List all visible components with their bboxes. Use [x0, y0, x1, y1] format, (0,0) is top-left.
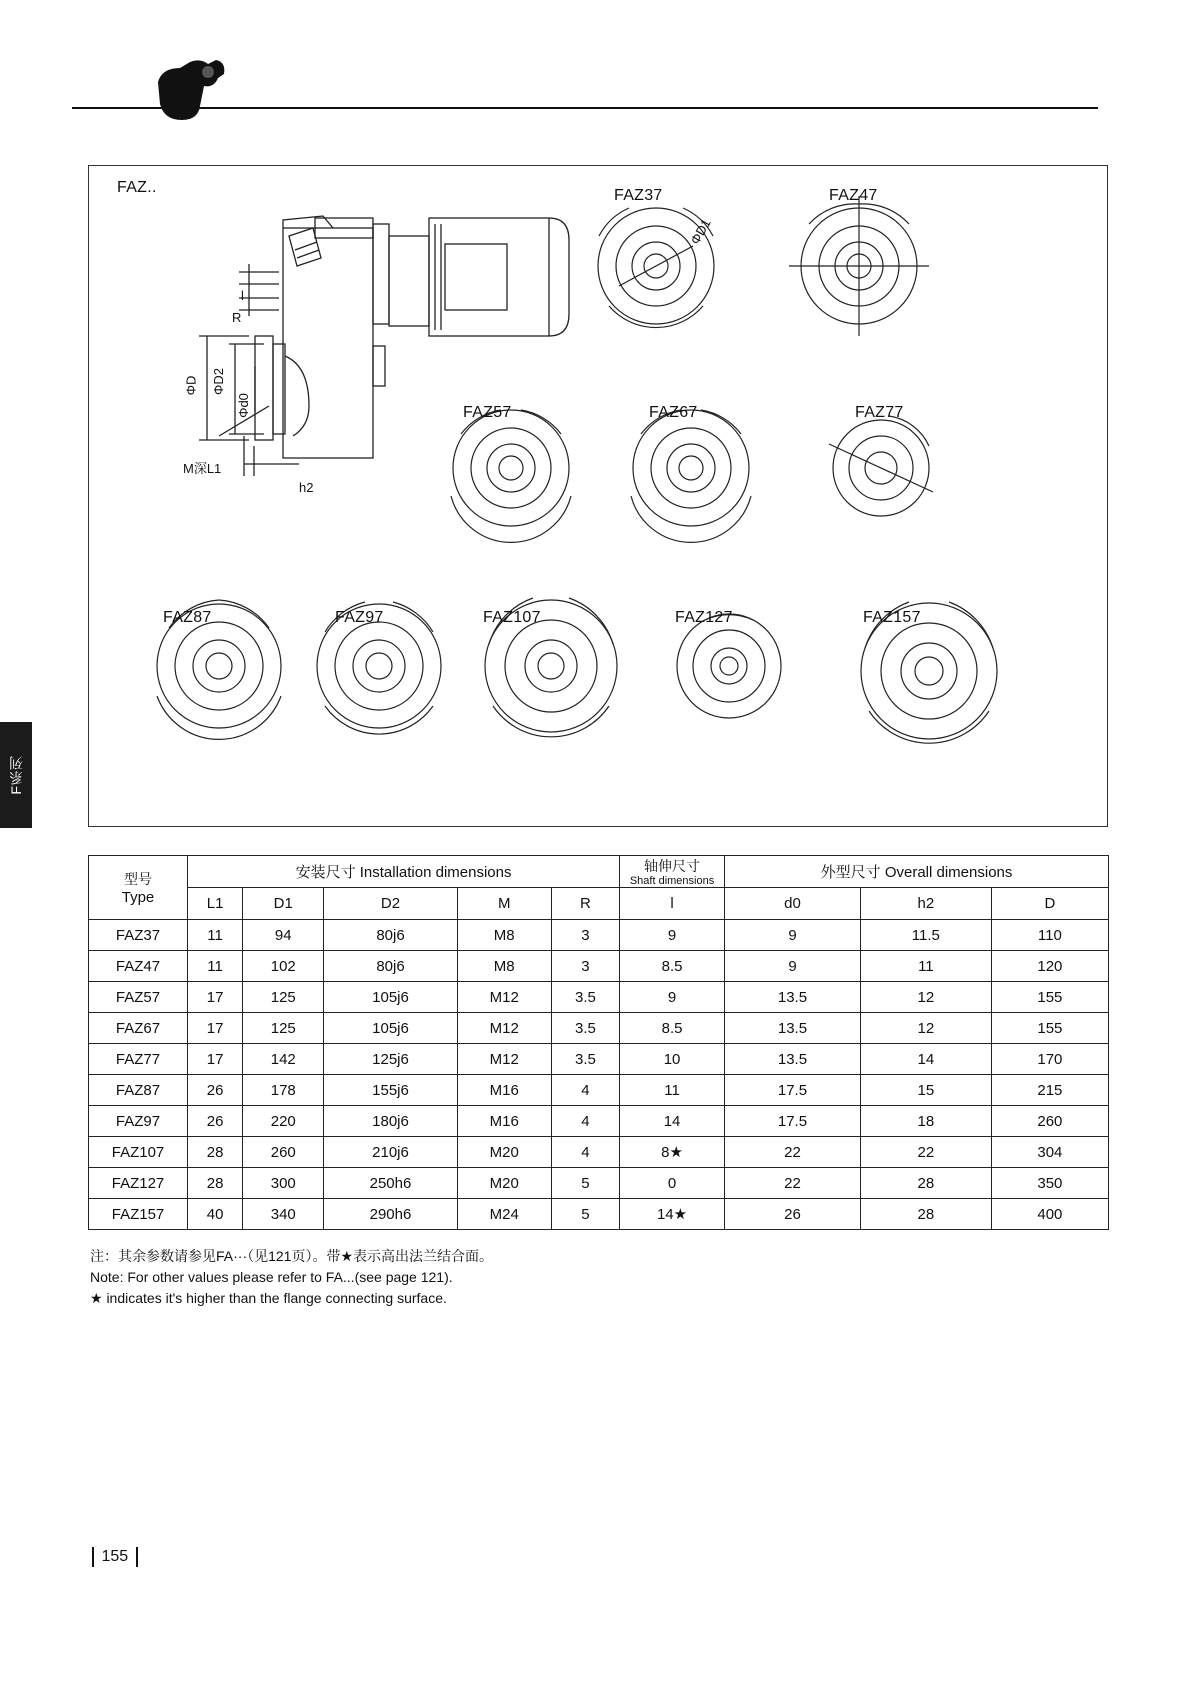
- series-side-tab: [0, 722, 32, 828]
- value-cell: 14★: [620, 1199, 725, 1230]
- page-number: [84, 1547, 146, 1567]
- gear-motor-side-view: [199, 216, 569, 476]
- value-cell: 3.5: [551, 982, 619, 1013]
- type-header: [89, 856, 188, 920]
- value-cell: 4: [551, 1106, 619, 1137]
- table-row: [89, 1199, 1109, 1230]
- value-cell: 22: [725, 1168, 861, 1199]
- table-row: [89, 1106, 1109, 1137]
- value-cell: 178: [243, 1075, 324, 1106]
- shaft-header: [620, 856, 725, 888]
- col-header: M: [457, 888, 551, 920]
- value-cell: 3.5: [551, 1013, 619, 1044]
- page-number-value: 155: [101, 1548, 129, 1566]
- value-cell: 28: [860, 1168, 991, 1199]
- flange-faz47: [789, 196, 929, 336]
- value-cell: 28: [860, 1199, 991, 1230]
- shaft-header-en: Shaft dimensions: [629, 875, 715, 887]
- value-cell: M20: [457, 1168, 551, 1199]
- figure-title-main: FAZ..: [117, 179, 157, 196]
- col-header: d0: [725, 888, 861, 920]
- value-cell: 105j6: [324, 1013, 457, 1044]
- value-cell: 9: [620, 920, 725, 951]
- value-cell: 94: [243, 920, 324, 951]
- figure-title-faz97: FAZ97: [335, 609, 384, 626]
- dim-label-phi-d0: Φd0: [235, 393, 251, 418]
- table-row: [89, 982, 1109, 1013]
- value-cell: 11: [860, 951, 991, 982]
- value-cell: 215: [991, 1075, 1108, 1106]
- value-cell: 155: [991, 1013, 1108, 1044]
- header-rule: [72, 107, 1098, 109]
- value-cell: 110: [991, 920, 1108, 951]
- value-cell: 5: [551, 1168, 619, 1199]
- table-header-row-2: [89, 888, 1109, 920]
- type-cell: FAZ157: [89, 1199, 188, 1230]
- figure-title-faz37: FAZ37: [614, 187, 663, 204]
- value-cell: 17.5: [725, 1075, 861, 1106]
- col-header: R: [551, 888, 619, 920]
- value-cell: 3.5: [551, 1044, 619, 1075]
- technical-drawing: [89, 166, 1107, 826]
- type-cell: FAZ107: [89, 1137, 188, 1168]
- value-cell: 11: [620, 1075, 725, 1106]
- note-cn: 注：其余参数请参见FA···（见121页）。带★表示高出法兰结合面。: [90, 1248, 494, 1264]
- value-cell: 17.5: [725, 1106, 861, 1137]
- value-cell: 125: [243, 982, 324, 1013]
- value-cell: 290h6: [324, 1199, 457, 1230]
- value-cell: M8: [457, 920, 551, 951]
- dim-label-l: l: [241, 288, 244, 303]
- notes: [90, 1246, 493, 1309]
- value-cell: 142: [243, 1044, 324, 1075]
- shaft-header-cn: 轴伸尺寸: [644, 858, 701, 874]
- value-cell: 300: [243, 1168, 324, 1199]
- table-row: [89, 1013, 1109, 1044]
- value-cell: 3: [551, 920, 619, 951]
- value-cell: 17: [188, 982, 243, 1013]
- dim-label-m-depth: M深L1: [183, 461, 222, 476]
- dim-label-phi-d: ΦD: [183, 375, 199, 396]
- value-cell: 9: [725, 951, 861, 982]
- flange-faz127: [677, 614, 781, 718]
- figure-title-faz87: FAZ87: [163, 609, 212, 626]
- figure-title-faz77: FAZ77: [855, 404, 904, 421]
- value-cell: 260: [243, 1137, 324, 1168]
- value-cell: 340: [243, 1199, 324, 1230]
- value-cell: 8.5: [620, 951, 725, 982]
- col-header: D2: [324, 888, 457, 920]
- figure-title-faz127: FAZ127: [675, 609, 733, 626]
- value-cell: 0: [620, 1168, 725, 1199]
- value-cell: 5: [551, 1199, 619, 1230]
- value-cell: M16: [457, 1106, 551, 1137]
- value-cell: 26: [188, 1106, 243, 1137]
- value-cell: 350: [991, 1168, 1108, 1199]
- value-cell: 12: [860, 1013, 991, 1044]
- type-header-cn: 型号: [124, 871, 152, 887]
- value-cell: 304: [991, 1137, 1108, 1168]
- col-header: D: [991, 888, 1108, 920]
- value-cell: 105j6: [324, 982, 457, 1013]
- type-header-en: Type: [121, 889, 155, 906]
- value-cell: 22: [860, 1137, 991, 1168]
- value-cell: 11.5: [860, 920, 991, 951]
- value-cell: 22: [725, 1137, 861, 1168]
- value-cell: 9: [620, 982, 725, 1013]
- value-cell: 11: [188, 951, 243, 982]
- value-cell: 10: [620, 1044, 725, 1075]
- value-cell: 14: [620, 1106, 725, 1137]
- dim-label-phi-d1: ΦD1: [687, 216, 714, 247]
- value-cell: 120: [991, 951, 1108, 982]
- value-cell: 18: [860, 1106, 991, 1137]
- value-cell: 9: [725, 920, 861, 951]
- value-cell: 28: [188, 1168, 243, 1199]
- value-cell: 220: [243, 1106, 324, 1137]
- value-cell: 14: [860, 1044, 991, 1075]
- figure-title-faz107: FAZ107: [483, 609, 541, 626]
- flange-faz77: [829, 416, 933, 516]
- value-cell: M24: [457, 1199, 551, 1230]
- value-cell: 26: [725, 1199, 861, 1230]
- type-cell: FAZ47: [89, 951, 188, 982]
- type-cell: FAZ77: [89, 1044, 188, 1075]
- value-cell: 13.5: [725, 1044, 861, 1075]
- value-cell: M12: [457, 1013, 551, 1044]
- dim-label-r: R: [232, 310, 242, 325]
- value-cell: 210j6: [324, 1137, 457, 1168]
- flange-faz67: [631, 410, 751, 542]
- value-cell: 13.5: [725, 982, 861, 1013]
- figure-title-faz57: FAZ57: [463, 404, 512, 421]
- table-row: [89, 1137, 1109, 1168]
- installation-header: 安装尺寸 Installation dimensions: [188, 856, 620, 888]
- gear-motor-logo-icon: [150, 52, 230, 127]
- overall-header: 外型尺寸 Overall dimensions: [725, 856, 1109, 888]
- type-cell: FAZ37: [89, 920, 188, 951]
- value-cell: 4: [551, 1137, 619, 1168]
- page-number-bar-left: [92, 1547, 94, 1567]
- value-cell: 80j6: [324, 951, 457, 982]
- table-header-row-1: [89, 856, 1109, 888]
- table-body: [89, 920, 1109, 1230]
- table-row: [89, 1168, 1109, 1199]
- type-cell: FAZ67: [89, 1013, 188, 1044]
- side-tab-label: F系列: [8, 755, 24, 795]
- drawing-area: [88, 165, 1108, 827]
- value-cell: 26: [188, 1075, 243, 1106]
- type-cell: FAZ57: [89, 982, 188, 1013]
- value-cell: 13.5: [725, 1013, 861, 1044]
- value-cell: 15: [860, 1075, 991, 1106]
- value-cell: M12: [457, 1044, 551, 1075]
- note-en-2: ★ indicates it's higher than the flange connecting surface.: [90, 1290, 447, 1306]
- value-cell: 28: [188, 1137, 243, 1168]
- value-cell: 40: [188, 1199, 243, 1230]
- col-header: L1: [188, 888, 243, 920]
- value-cell: 17: [188, 1013, 243, 1044]
- value-cell: M20: [457, 1137, 551, 1168]
- value-cell: 8.5: [620, 1013, 725, 1044]
- dim-label-phi-d2: ΦD2: [211, 368, 226, 395]
- flange-faz57: [451, 410, 571, 542]
- figure-title-faz157: FAZ157: [863, 609, 921, 626]
- value-cell: 3: [551, 951, 619, 982]
- table-row: [89, 920, 1109, 951]
- value-cell: 180j6: [324, 1106, 457, 1137]
- figure-title-faz67: FAZ67: [649, 404, 698, 421]
- value-cell: 11: [188, 920, 243, 951]
- dimension-table: [88, 855, 1109, 1230]
- value-cell: 8★: [620, 1137, 725, 1168]
- value-cell: 80j6: [324, 920, 457, 951]
- value-cell: 400: [991, 1199, 1108, 1230]
- note-en-1: Note: For other values please refer to FA...(see page 121).: [90, 1269, 453, 1285]
- page-number-bar-right: [136, 1547, 138, 1567]
- value-cell: 250h6: [324, 1168, 457, 1199]
- col-header: D1: [243, 888, 324, 920]
- type-cell: FAZ127: [89, 1168, 188, 1199]
- value-cell: M12: [457, 982, 551, 1013]
- dim-label-h2: h2: [299, 480, 314, 495]
- table-row: [89, 1075, 1109, 1106]
- col-header: l: [620, 888, 725, 920]
- value-cell: 12: [860, 982, 991, 1013]
- col-header: h2: [860, 888, 991, 920]
- value-cell: 170: [991, 1044, 1108, 1075]
- type-cell: FAZ87: [89, 1075, 188, 1106]
- value-cell: M8: [457, 951, 551, 982]
- value-cell: 155: [991, 982, 1108, 1013]
- value-cell: 125j6: [324, 1044, 457, 1075]
- value-cell: 155j6: [324, 1075, 457, 1106]
- table-row: [89, 1044, 1109, 1075]
- type-cell: FAZ97: [89, 1106, 188, 1137]
- value-cell: 102: [243, 951, 324, 982]
- value-cell: 17: [188, 1044, 243, 1075]
- value-cell: M16: [457, 1075, 551, 1106]
- value-cell: 260: [991, 1106, 1108, 1137]
- value-cell: 125: [243, 1013, 324, 1044]
- figure-title-faz47: FAZ47: [829, 187, 878, 204]
- table-row: [89, 951, 1109, 982]
- value-cell: 4: [551, 1075, 619, 1106]
